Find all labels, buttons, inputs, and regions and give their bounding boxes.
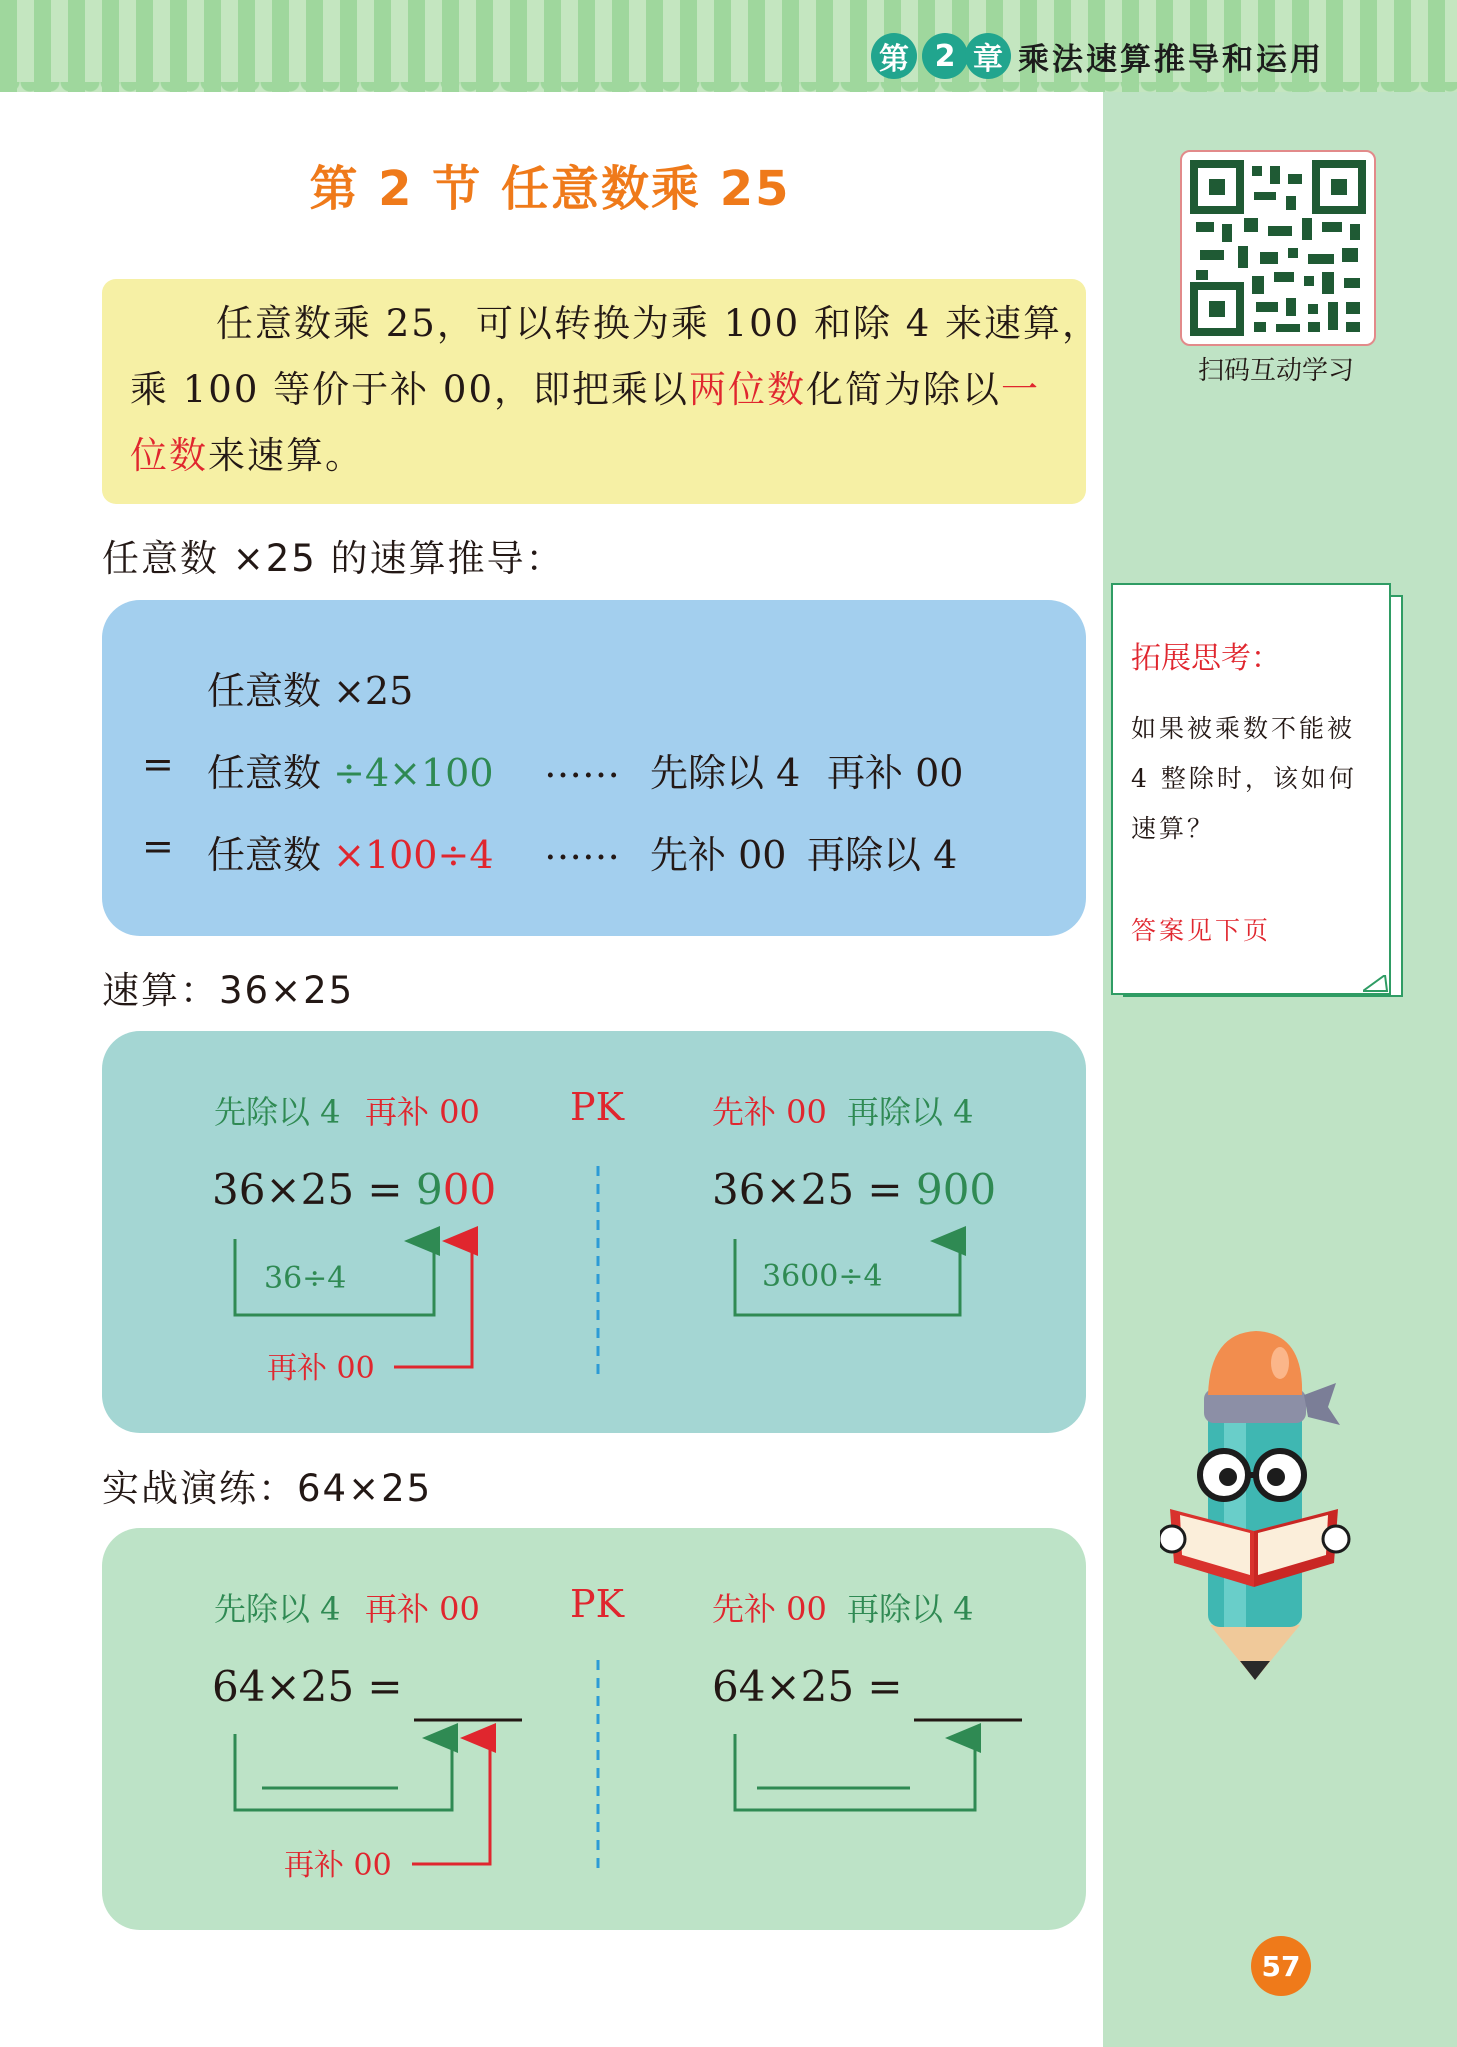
practice-left-label-b: 再补 00: [365, 1590, 480, 1628]
derivation-row-2: [207, 742, 494, 797]
practice-left-append: 再补 00: [284, 1848, 392, 1883]
intro-highlight-digit: 位数: [130, 434, 208, 477]
derivation-eq-2: =: [142, 824, 174, 868]
intro-text: 乘 100 等价于补 00，即把乘以: [130, 368, 689, 411]
intro-text: 化简为除以: [806, 368, 1001, 411]
equation-result-zeros: 00: [442, 1165, 497, 1214]
example-right-label-b: 再除以 4: [847, 1093, 974, 1131]
example-arrows: [102, 1031, 1086, 1433]
derivation-note-3a: 先补 00: [650, 833, 787, 877]
intro-text: 来速算。: [208, 434, 364, 477]
practice-pk: PK: [570, 1582, 624, 1626]
practice-arrows: [102, 1528, 1086, 1930]
practice-heading: 实战演练：64×25: [102, 1467, 433, 1510]
equation-result-digit: 9: [415, 1165, 443, 1214]
example-right-step: 3600÷4: [762, 1259, 883, 1294]
intro-highlight-two-digit: 两位数: [689, 368, 806, 411]
page-number: 57: [1251, 1936, 1311, 1996]
page-curl-icon: [1363, 975, 1389, 993]
derivation-box: [102, 600, 1086, 936]
think-line-3: 速算？: [1131, 814, 1216, 843]
practice-box: [102, 1528, 1086, 1930]
example-left-step: 36÷4: [264, 1261, 347, 1296]
derivation-heading: 任意数 ×25 的速算推导：: [102, 537, 565, 580]
derivation-row-3: [207, 824, 494, 879]
think-line-1: 如果被乘数不能被: [1131, 714, 1356, 743]
derivation-dots-1: ……: [544, 742, 620, 786]
derivation-note-2a: 先除以 4: [650, 751, 801, 795]
think-card: [1111, 583, 1401, 993]
intro-line-1: 任意数乘 25，可以转换为乘 100 和除 4 来速算，: [216, 302, 1102, 345]
think-answer-hint: 答案见下页: [1131, 916, 1272, 945]
practice-left-equation: 64×25 =: [212, 1662, 403, 1711]
derivation-note-3b: 再除以 4: [807, 833, 958, 877]
practice-right-green-arrow: [735, 1734, 975, 1810]
derivation-eq-1: =: [142, 742, 174, 786]
example-left-label-a: 先除以 4: [214, 1093, 341, 1131]
practice-right-equation: 64×25 =: [712, 1662, 903, 1711]
example-right-label-a: 先补 00: [712, 1093, 827, 1131]
example-left-append: 再补 00: [267, 1351, 375, 1386]
chapter-suffix-badge: 章: [965, 33, 1011, 79]
section-title: 第 2 节 任意数乘 25: [309, 161, 791, 217]
intro-box: [102, 279, 1102, 504]
chapter-title: 乘法速算推导和运用: [1018, 42, 1324, 78]
qr-code[interactable]: [1180, 150, 1376, 346]
intro-highlight-one: 一: [1001, 368, 1040, 411]
think-line-2: 4 整除时，该如何: [1131, 764, 1357, 793]
qr-label: 扫码互动学习: [1197, 356, 1354, 386]
equation-result: 900: [915, 1165, 997, 1214]
chapter-number-badge: 2: [922, 33, 968, 79]
formula-op: ÷4×100: [333, 751, 494, 795]
chapter-prefix-badge: 第: [871, 33, 917, 79]
intro-line-3: [130, 423, 364, 489]
example-heading: 速算：36×25: [102, 969, 355, 1012]
example-left-label-b: 再补 00: [365, 1093, 480, 1131]
example-left-green-arrow: [235, 1239, 434, 1315]
example-right-green-arrow: [735, 1239, 960, 1315]
practice-left-label-a: 先除以 4: [214, 1590, 341, 1628]
derivation-dots-2: ……: [544, 824, 620, 868]
formula-op: ×100÷4: [333, 833, 494, 877]
pencil-mascot-icon: [1160, 1325, 1360, 1685]
example-pk: PK: [570, 1085, 624, 1129]
think-title: 拓展思考：: [1131, 641, 1281, 676]
practice-left-green-arrow: [235, 1734, 452, 1810]
derivation-note-2b: 再补 00: [827, 751, 964, 795]
equation-text: 36×25 =: [212, 1165, 403, 1214]
formula-base: 任意数: [207, 833, 322, 877]
practice-right-label-a: 先补 00: [712, 1590, 827, 1628]
qr-code-icon: [1182, 152, 1374, 344]
intro-line-2: [130, 357, 1040, 423]
practice-right-label-b: 再除以 4: [847, 1590, 974, 1628]
equation-text: 36×25 =: [712, 1165, 903, 1214]
example-box: [102, 1031, 1086, 1433]
formula-base: 任意数: [207, 751, 322, 795]
derivation-row-1: 任意数 ×25: [207, 669, 414, 713]
